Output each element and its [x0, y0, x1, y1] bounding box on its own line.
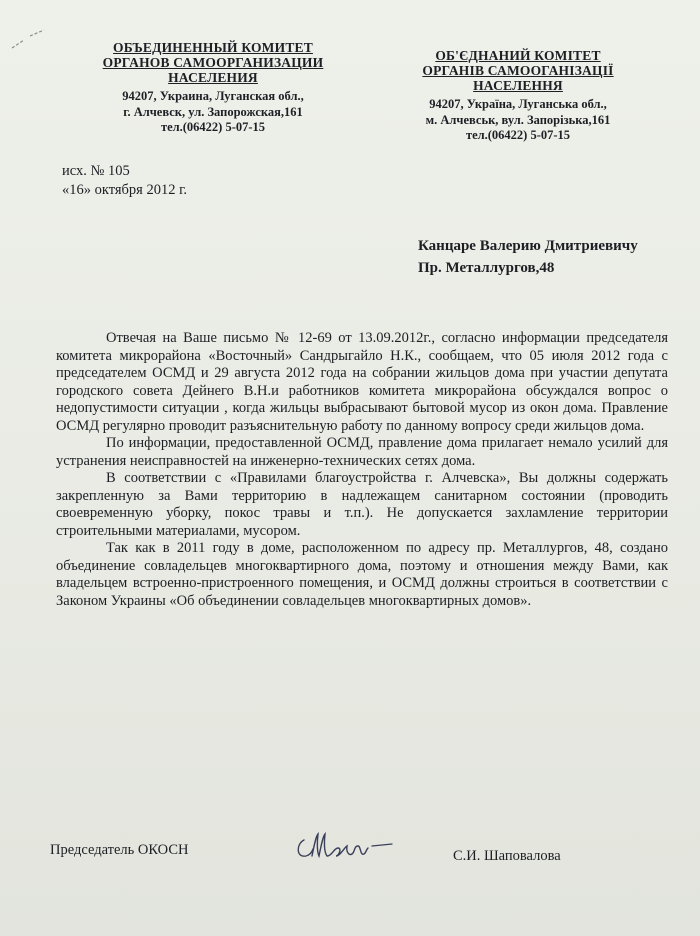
body-paragraph: Отвечая на Ваше письмо № 12-69 от 13.09.2012г., согласно информации председателя комитета микрорайона «Восточный» Сандрыгайло Н.К., сообщаем, что 05 июля 2012 года с председателем ОСМД и 29 августа 2012 года на собрании жильцов дома при участии депутата городского совета Дейнего В.Н.и работников комитета микрорайона обсуждался вопрос о недопустимости ситуации , когда жильцы выбрасывают бытовой мусор из окон дома. Правление ОСМД регулярно проводит разъяснительную работу по данному вопросу среди жильцов дома. — [56, 330, 668, 434]
letterhead-ukrainian — [398, 48, 638, 144]
outgoing-reference — [62, 162, 187, 200]
address-line: 94207, Украина, Луганская обл., — [122, 89, 304, 103]
reference-date: «16» октября 2012 г. — [62, 182, 188, 198]
letterhead-russian — [78, 40, 348, 136]
address-line: 94207, Україна, Луганська обл., — [429, 97, 607, 111]
org-name-line: ОБЪЕДИНЕННЫЙ КОМИТЕТ — [113, 40, 313, 55]
address-block — [78, 89, 348, 136]
org-name-line: ОРГАНОВ САМООРГАНИЗАЦИИ — [102, 55, 324, 70]
signatory-title: Председатель ОКОСН — [50, 842, 189, 858]
recipient-block — [418, 235, 638, 279]
handwritten-signature — [292, 826, 397, 868]
letter-body — [56, 330, 668, 610]
body-paragraph: По информации, предоставленной ОСМД, правление дома прилагает немало усилий для устранения неисправностей на инженерно-технических сетях дома. — [56, 435, 668, 469]
pen-mark-icon — [10, 28, 46, 50]
address-line: г. Алчевск, ул. Запорожская,161 — [123, 104, 303, 119]
address-line: м. Алчевськ, вул. Запорізька,161 — [425, 112, 611, 127]
org-name-line: ОБ'ЄДНАНИЙ КОМІТЕТ — [435, 48, 601, 63]
phone-line: тел.(06422) 5-07-15 — [465, 128, 571, 142]
reference-number: исх. № 105 — [62, 163, 130, 179]
recipient-address: Пр. Металлургов,48 — [418, 260, 555, 276]
body-paragraph: Так как в 2011 году в доме, расположенном по адресу пр. Металлургов, 48, создано объединение совладельцев многоквартирного дома, поэтому и отношения между Вами, как владельцем встроенно-пристроенного помещения, и ОСМД должны строиться в соответствии с Законом Украины «Об объединении совладельцев многоквартирных домов». — [56, 540, 668, 609]
address-block — [398, 97, 638, 144]
signatory-name: С.И. Шаповалова — [453, 848, 561, 864]
org-name-line: ОРГАНІВ САМООГАНІЗАЦІЇ — [422, 63, 614, 78]
org-name-line: НАСЕЛЕНИЯ — [168, 70, 258, 85]
body-paragraph: В соответствии с «Правилами благоустройства г. Алчевска», Вы должны содержать закрепленную за Вами территорию в надлежащем санитарном состоянии (проводить своевременную уборку, покос травы и т.п.). Не допускается захламление территории строительными материалами, мусором. — [56, 470, 668, 539]
recipient-name: Канцаре Валерию Дмитриевичу — [418, 238, 638, 254]
phone-line: тел.(06422) 5-07-15 — [160, 120, 266, 134]
org-name-line: НАСЕЛЕННЯ — [473, 78, 563, 93]
